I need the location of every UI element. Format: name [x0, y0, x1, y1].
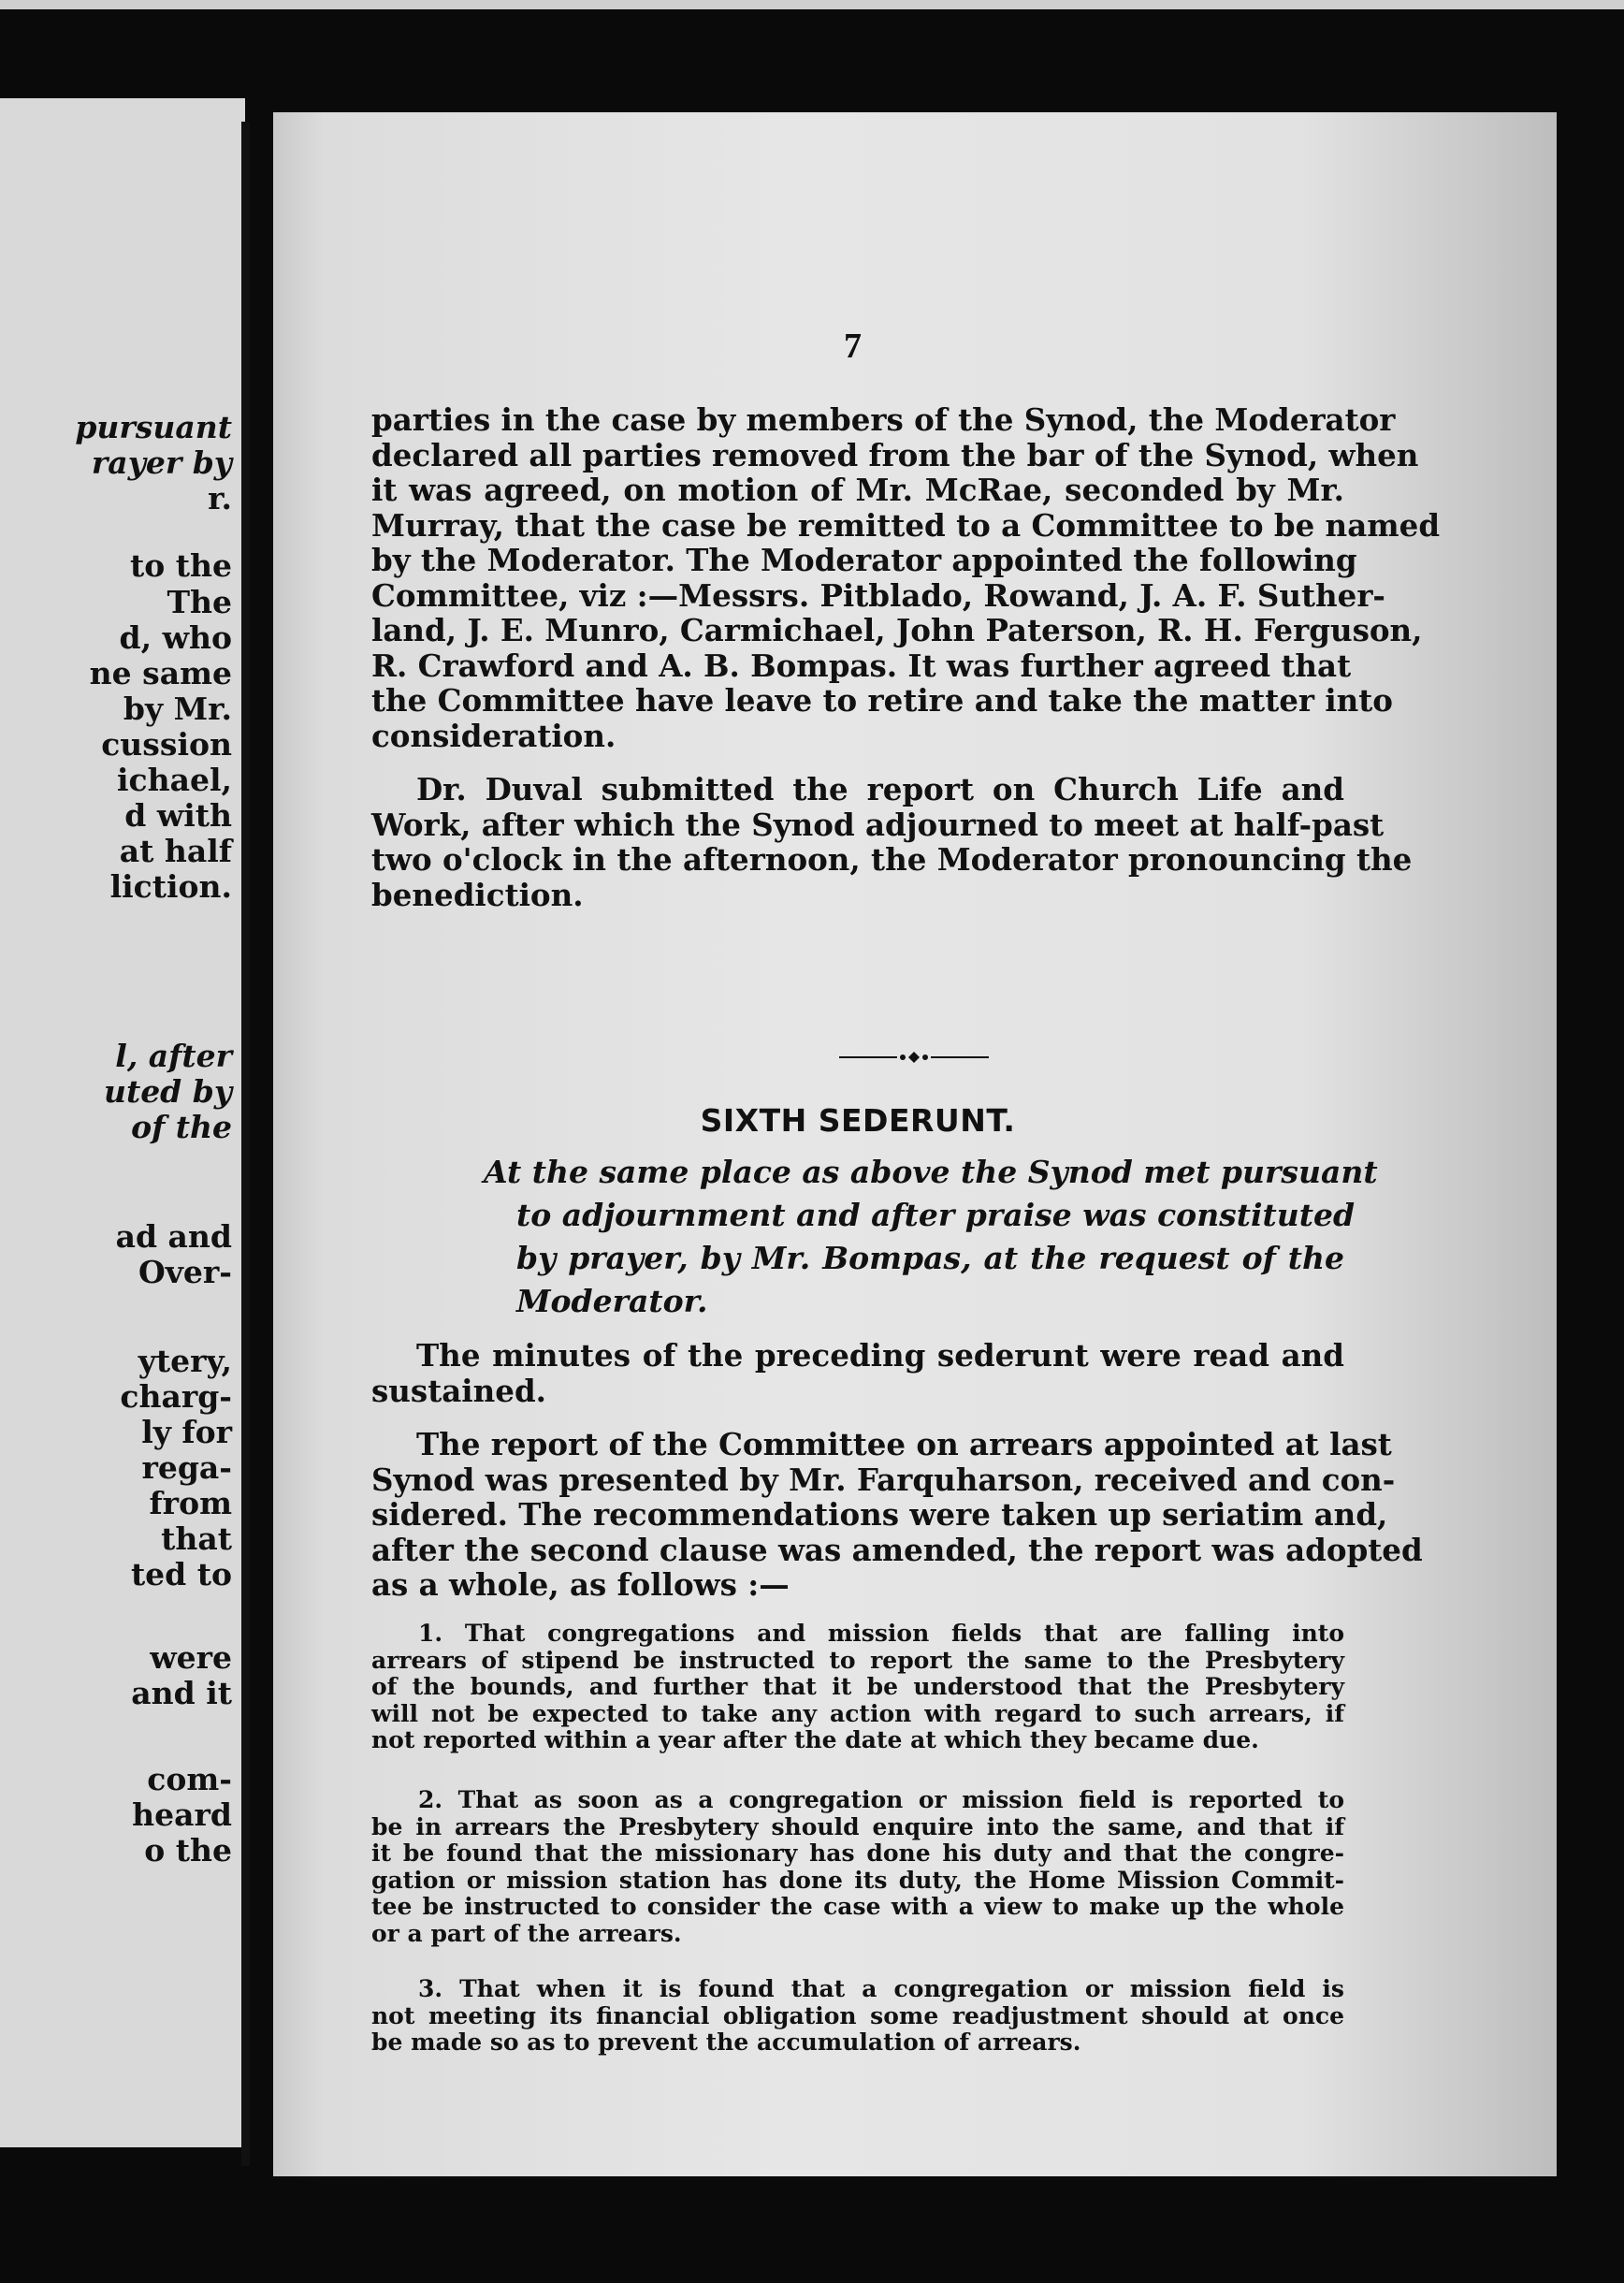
- text-line: the Committee have leave to retire and take the matter into: [371, 682, 1393, 719]
- text-line: be in arrears the Presbytery should enquire into the same, and that if: [371, 1812, 1344, 1840]
- fragment-line: uted by: [103, 1073, 232, 1110]
- text-line: it be found that the missionary has done his duty and that the congre-: [371, 1839, 1344, 1867]
- text-line: The minutes of the preceding sederunt were read and: [416, 1337, 1344, 1374]
- fragment-line: ad and: [115, 1218, 232, 1255]
- fragment-line: ly for: [141, 1414, 232, 1450]
- text-line: be made so as to prevent the accumulation of arrears.: [371, 2029, 1081, 2056]
- text-line: Moderator.: [516, 1283, 708, 1319]
- fragment-line: com-: [147, 1761, 232, 1797]
- text-line: sidered. The recommendations were taken up seriatim and,: [371, 1496, 1388, 1533]
- clause-3: [371, 1976, 1344, 2057]
- fragment-line: from: [149, 1485, 232, 1521]
- fragment-line: Over-: [138, 1254, 232, 1290]
- fragment-line: of the: [131, 1109, 232, 1145]
- fragment-line: that: [161, 1520, 232, 1557]
- clause-text: [371, 1976, 1344, 2057]
- text-line: not meeting its financial obligation some readjustment should at once: [371, 2001, 1344, 2029]
- text-line: or a part of the arrears.: [371, 1919, 682, 1947]
- fragment-line: and it: [131, 1675, 232, 1711]
- text-line: arrears of stipend be instructed to report the same to the Presbytery: [371, 1646, 1344, 1674]
- body-paragraph: [371, 1426, 1423, 1603]
- fragment-line: ne same: [89, 655, 232, 691]
- text-line: 1. That congregations and mission fields that are falling into: [418, 1620, 1344, 1647]
- body-paragraph: [371, 401, 1441, 754]
- text-line: to adjournment and after praise was constituted: [516, 1197, 1356, 1233]
- text-line: declared all parties removed from the bar of the Synod, when: [371, 436, 1419, 473]
- clause-text: [371, 1787, 1344, 1947]
- sederunt-preamble: [484, 1151, 1378, 1323]
- fragment-line: at half: [119, 833, 232, 869]
- fragment-line: to the: [130, 547, 232, 584]
- text-line: R. Crawford and A. B. Bompas. It was further agreed that: [371, 647, 1352, 684]
- paragraph-committee: [371, 401, 1441, 754]
- fragment-line: rega-: [141, 1449, 232, 1486]
- text-line: sustained.: [371, 1372, 546, 1409]
- fragment-line: d with: [124, 797, 232, 834]
- text-line: by prayer, by Mr. Bompas, at the request of the: [516, 1240, 1344, 1276]
- text-line: will not be expected to take any action with regard to such arrears, if: [371, 1699, 1344, 1727]
- text-line: after the second clause was amended, the report was adopted: [371, 1531, 1423, 1568]
- fragment-line: ted to: [130, 1556, 232, 1592]
- paragraph-church-life: [371, 771, 1413, 913]
- text-line: The report of the Committee on arrears appointed at last: [416, 1426, 1392, 1462]
- page-number: 7: [844, 327, 862, 366]
- scan-top-edge: [0, 0, 1624, 9]
- page-gutter: [241, 122, 250, 2166]
- text-line: Work, after which the Synod adjourned to meet at half-past: [371, 806, 1385, 843]
- clause-text: [371, 1621, 1344, 1754]
- text-line: land, J. E. Munro, Carmichael, John Paterson, R. H. Ferguson,: [371, 612, 1423, 648]
- text-line: Murray, that the case be remitted to a Committee to be named: [371, 506, 1441, 544]
- fragment-line: ichael,: [116, 762, 232, 798]
- fragment-line: pursuant: [75, 409, 232, 445]
- ornament-divider: [839, 1048, 989, 1067]
- text-line: Committee, viz :—Messrs. Pitblado, Rowand, J. A. F. Suther-: [371, 576, 1385, 614]
- text-line: of the bounds, and further that it be understood that the Presbytery: [371, 1673, 1344, 1700]
- text-line: parties in the case by members of the Synod, the Moderator: [371, 401, 1396, 438]
- text-line: consideration.: [371, 717, 616, 754]
- text-line: At the same place as above the Synod met pursuant: [484, 1154, 1378, 1190]
- section-heading: SIXTH SEDERUNT.: [700, 1102, 1016, 1139]
- clause-1: [371, 1621, 1344, 1754]
- paragraph-minutes: [371, 1338, 1344, 1408]
- fragment-line: liction.: [109, 868, 232, 905]
- body-paragraph: [371, 771, 1413, 913]
- fragment-line: rayer by: [91, 444, 232, 481]
- fragment-line: by Mr.: [123, 691, 232, 727]
- fragment-line: were: [150, 1639, 232, 1676]
- text-line: Dr. Duval submitted the report on Church Life and: [416, 771, 1344, 807]
- fragment-line: cussion: [101, 726, 232, 763]
- text-line: 2. That as soon as a congregation or mission field is reported to: [418, 1786, 1344, 1813]
- text-line: Synod was presented by Mr. Farquharson, received and con-: [371, 1461, 1396, 1498]
- text-line: by the Moderator. The Moderator appointed the following: [371, 542, 1357, 578]
- text-line: gation or mission station has done its duty, the Home Mission Commit-: [371, 1866, 1344, 1894]
- clause-2: [371, 1787, 1344, 1947]
- fragment-line: charg-: [120, 1378, 232, 1415]
- text-line: two o'clock in the afternoon, the Moderator pronouncing the: [371, 841, 1413, 878]
- fragment-line: d, who: [119, 619, 232, 656]
- text-line: as a whole, as follows :—: [371, 1566, 790, 1603]
- document-page: [273, 112, 1557, 2176]
- text-line: benediction.: [371, 876, 584, 913]
- text-line: it was agreed, on motion of Mr. McRae, seconded by Mr.: [371, 472, 1344, 508]
- fragment-line: heard: [132, 1796, 232, 1833]
- text-line: not reported within a year after the date at which they became due.: [371, 1726, 1259, 1753]
- fragment-line: r.: [208, 480, 232, 516]
- paragraph-arrears-report: [371, 1426, 1423, 1603]
- text-line: 3. That when it is found that a congregation or mission field is: [418, 1975, 1344, 2002]
- fragment-line: ytery,: [138, 1343, 232, 1379]
- text-line: tee be instructed to consider the case with a view to make up the whole: [371, 1893, 1344, 1920]
- fragment-line: o the: [144, 1832, 232, 1869]
- body-paragraph: [371, 1338, 1344, 1408]
- previous-page-fragment: [0, 98, 245, 2147]
- fragment-line: The: [167, 584, 232, 620]
- fragment-line: l, after: [115, 1038, 232, 1074]
